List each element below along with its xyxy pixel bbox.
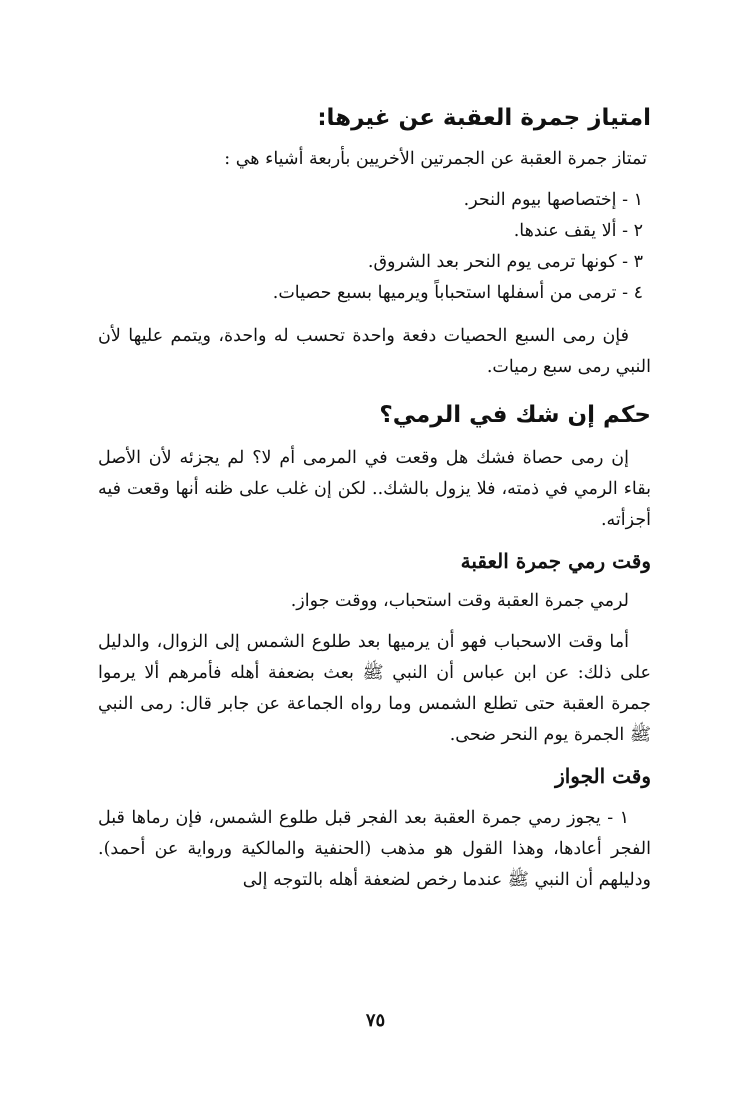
list-item: ١ - إختصاصها بيوم النحر. [463, 190, 643, 210]
body-paragraph: أما وقت الاسحباب فهو أن يرميها بعد طلوع الشمس إلى الزوال، والدليل على ذلك: عن ابن عباس أن النبي ﷺ بعث بضعفة أهله فأمرهم ألا يرموا جمرة العقبة حتى تطلع الشمس وما رواه الجماعة عن جابر قال: رمى النبي ﷺ الجمرة يوم النحر ضحى. [98, 632, 651, 745]
section-aqaba-distinction [98, 0, 651, 383]
section-heading: امتياز جمرة العقبة عن غيرها: [317, 105, 651, 131]
body-paragraph: فإن رمى السبع الحصيات دفعة واحدة تحسب له واحدة، ويتمم عليها لأن النبي رمى سبع رميات. [98, 326, 651, 377]
section-aqaba-time [98, 542, 651, 751]
numbered-list [98, 185, 651, 309]
body-paragraph: إن رمى حصاة فشك هل وقعت في المرمى أم لا؟ لم يجزئه لأن الأصل بقاء الرمي في ذمته، فلا يزول بالشك.. لكن إن غلب على ظنه أنها وقعت فيه أجزأته. [98, 448, 651, 530]
section-doubt-in-throwing [98, 395, 651, 536]
page-number: ٧٥ [365, 1010, 386, 1031]
page-content [98, 0, 651, 896]
section-permissible-time [98, 757, 651, 896]
section-heading: وقت الجواز [555, 764, 651, 788]
section-heading: وقت رمي جمرة العقبة [460, 549, 651, 573]
list-item: ٢ - ألا يقف عندها. [513, 221, 643, 241]
list-item: ٤ - ترمى من أسفلها استحباباً ويرميها بسبع حصيات. [272, 283, 643, 303]
body-paragraph: ١ - يجوز رمي جمرة العقبة بعد الفجر قبل طلوع الشمس، فإن رماها قبل الفجر أعادها، وهذا القول هو مذهب (الحنفية والمالكية ورواية عن أحمد). ودليلهم أن النبي ﷺ عندما رخص لضعفة أهله بالتوجه إلى [98, 808, 651, 890]
list-item: ٣ - كونها ترمى يوم النحر بعد الشروق. [367, 252, 643, 272]
section-heading: حكم إن شك في الرمي؟ [379, 402, 651, 428]
body-paragraph: لرمي جمرة العقبة وقت استحباب، ووقت جواز. [290, 591, 629, 611]
intro-paragraph: تمتاز جمرة العقبة عن الجمرتين الأخريين بأربعة أشياء هي : [224, 149, 647, 169]
